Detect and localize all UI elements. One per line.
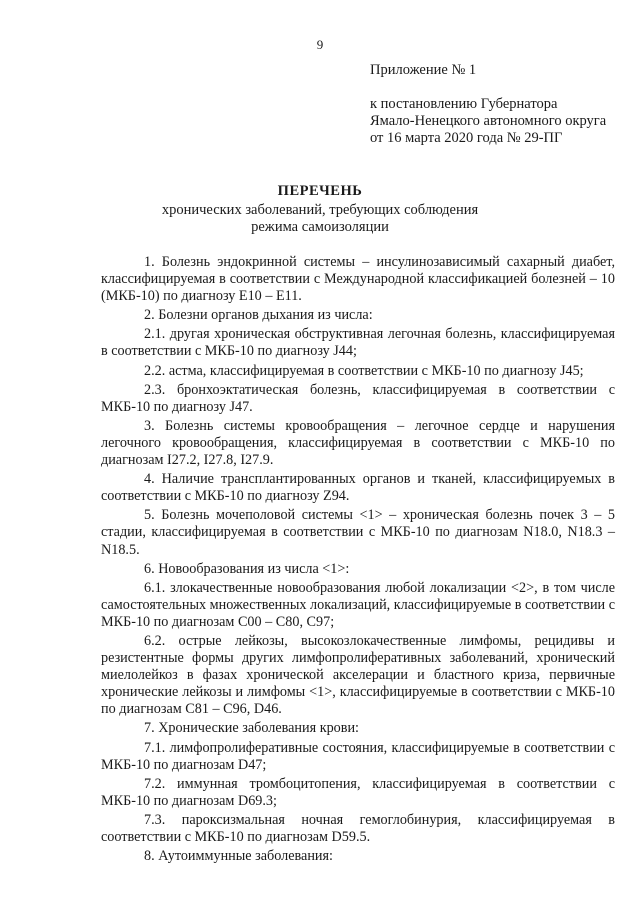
- paragraph-6: 6. Новообразования из числа <1>:: [144, 560, 350, 577]
- paragraph-6-1: 6.1. злокачественные новообразования любой локализации <2>, в том числе самостоятельных множественных локализаций, классифицируемые в соответствии с МКБ-10 по диагнозам С00 – С80, С97;: [101, 579, 615, 630]
- paragraph-7: 7. Хронические заболевания крови:: [144, 720, 360, 737]
- appendix-region-line: Ямало-Ненецкого автономного округа: [370, 113, 607, 129]
- appendix-number: Приложение № 1: [370, 62, 477, 78]
- paragraph-7-1: 7.1. лимфопролиферативные состояния, классифицируемые в соответствии с МКБ-10 по диагнозам D47;: [101, 739, 615, 773]
- subtitle-line-2: режима самоизоляции: [251, 219, 389, 235]
- appendix-date-line: от 16 марта 2020 года № 29-ПГ: [370, 130, 563, 146]
- subtitle-line-1: хронических заболеваний, требующих соблюдения: [161, 202, 479, 218]
- paragraph-8: 8. Аутоиммунные заболевания:: [144, 848, 333, 865]
- appendix-decree-line: к постановлению Губернатора: [370, 96, 558, 112]
- document-title: ПЕРЕЧЕНЬ: [277, 183, 363, 199]
- paragraph-1: 1. Болезнь эндокринной системы – инсулинозависимый сахарный диабет, классифицируемая в соответствии с Международной классификацией болезней – 10 (МКБ-10) по диагнозу Е10 – Е11.: [101, 254, 615, 305]
- paragraph-2-3: 2.3. бронхоэктатическая болезнь, классифицируемая в соответствии с МКБ-10 по диагнозу J47.: [101, 381, 615, 415]
- paragraph-3: 3. Болезнь системы кровообращения – легочное сердце и нарушения легочного кровообращения, классифицируемая в соответствии с МКБ-10 по диагнозам I27.2, I27.8, I27.9.: [101, 417, 615, 469]
- document-body: [101, 254, 615, 865]
- paragraph-7-2: 7.2. иммунная тромбоцитопения, классифицируемая в соответствии с МКБ-10 по диагнозам D69.3;: [101, 775, 615, 809]
- paragraph-4: 4. Наличие трансплантированных органов и тканей, классифицируемых в соответствии с МКБ-10 по диагнозу Z94.: [101, 471, 615, 505]
- appendix-header: [370, 62, 606, 147]
- paragraph-7-3: 7.3. пароксизмальная ночная гемоглобинурия, классифицируемая в соответствии с МКБ-10 по диагнозам D59.5.: [101, 811, 615, 845]
- paragraph-2-1: 2.1. другая хроническая обструктивная легочная болезнь, классифицируемая в соответствии с МКБ-10 по диагнозу J44;: [101, 326, 615, 360]
- paragraph-2: 2. Болезни органов дыхания из числа:: [144, 307, 373, 324]
- paragraph-2-2: 2.2. астма, классифицируемая в соответствии с МКБ-10 по диагнозу J45;: [144, 362, 584, 379]
- paragraph-6-2: 6.2. острые лейкозы, высокозлокачественные лимфомы, рецидивы и резистентные формы других лимфопролиферативных заболеваний, хронический миелолейкоз в фазах хронической акселерации и бластного криза, первичные хронические лейкозы и лимфомы <1>, классифицируемые в соответствии с МКБ-10 по диагнозам С81 – С96, D46.: [101, 632, 615, 718]
- document-subtitle: [0, 202, 640, 236]
- page-number: 9: [316, 37, 324, 52]
- paragraph-5: 5. Болезнь мочеполовой системы <1> – хроническая болезнь почек 3 – 5 стадии, классифицируемая в соответствии с МКБ-10 по диагнозам N18.0, N18.3 – N18.5.: [101, 507, 615, 558]
